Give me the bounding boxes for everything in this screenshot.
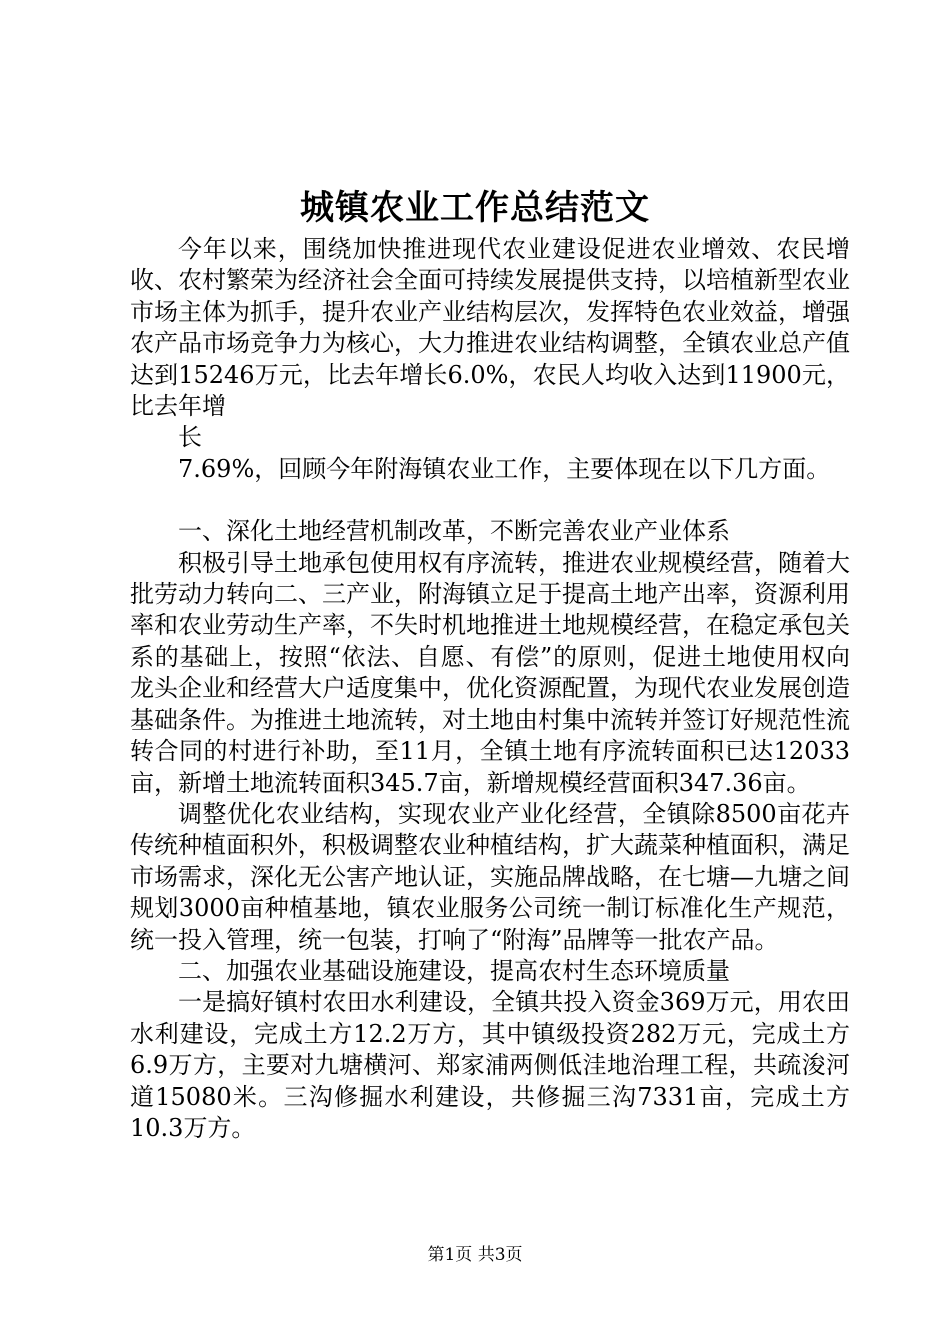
paragraph-intro-wrap: 长 <box>178 423 202 452</box>
paragraph-structure-adjustment: 调整优化农业结构，实现农业产业化经营，全镇除8500亩花卉传统种植面积外，积极调整农业种植结构，扩大蔬菜种植面积，满足市场需求，深化无公害产地认证，实施品牌战略，在七塘—九塘之间规划3000亩种植基地，镇农业服务公司统一制订标准化生产规范，统一投入管理，统一包装，打响了“附海”品牌等一批农产品。 <box>130 799 850 954</box>
page-footer: 第1页 共3页 <box>427 1245 523 1265</box>
paragraph-water-conservancy: 一是搞好镇村农田水利建设，全镇共投入资金369万元，用农田水利建设，完成土方12.2万方，其中镇级投资282万元，完成土方6.9万方，主要对九塘横河、郑家浦两侧低洼地治理工程，共疏浚河道15080米。三沟修掘水利建设，共修掘三沟7331亩，完成土方10.3万方。 <box>130 988 850 1142</box>
section-heading-2: 二、加强农业基础设施建设，提高农村生态环境质量 <box>178 956 730 985</box>
paragraph-land-transfer: 积极引导土地承包使用权有序流转，推进农业规模经营，随着大批劳动力转向二、三产业，附海镇立足于提高土地产出率，资源利用率和农业劳动生产率，不失时机地推进土地规模经营，在稳定承包关系的基础上，按照“依法、自愿、有偿”的原则，促进土地使用权向龙头企业和经营大户适度集中，优化资源配置，为现代农业发展创造基础条件。为推进土地流转，对土地由村集中流转并签订好规范性流转合同的村进行补助，至11月，全镇土地有序流转面积已达12033亩，新增土地流转面积345.7亩，新增规模经营面积347.36亩。 <box>130 548 850 797</box>
document-body <box>130 234 850 1144</box>
paragraph-intro-end: 7.69%，回顾今年附海镇农业工作，主要体现在以下几方面。 <box>178 454 831 483</box>
section-heading-1: 一、深化土地经营机制改革，不断完善农业产业体系 <box>178 517 730 546</box>
document-title: 城镇农业工作总结范文 <box>300 188 650 228</box>
paragraph-intro: 今年以来，围绕加快推进现代农业建设促进农业增效、农民增收、农村繁荣为经济社会全面可持续发展提供支持，以培植新型农业市场主体为抓手，提升农业产业结构层次，发挥特色农业效益，增强农产品市场竞争力为核心，大力推进农业结构调整，全镇农业总产值达到15246万元，比去年增长6.0%，农民人均收入达到11900元，比去年增 <box>130 235 850 421</box>
blank-line <box>130 485 850 516</box>
